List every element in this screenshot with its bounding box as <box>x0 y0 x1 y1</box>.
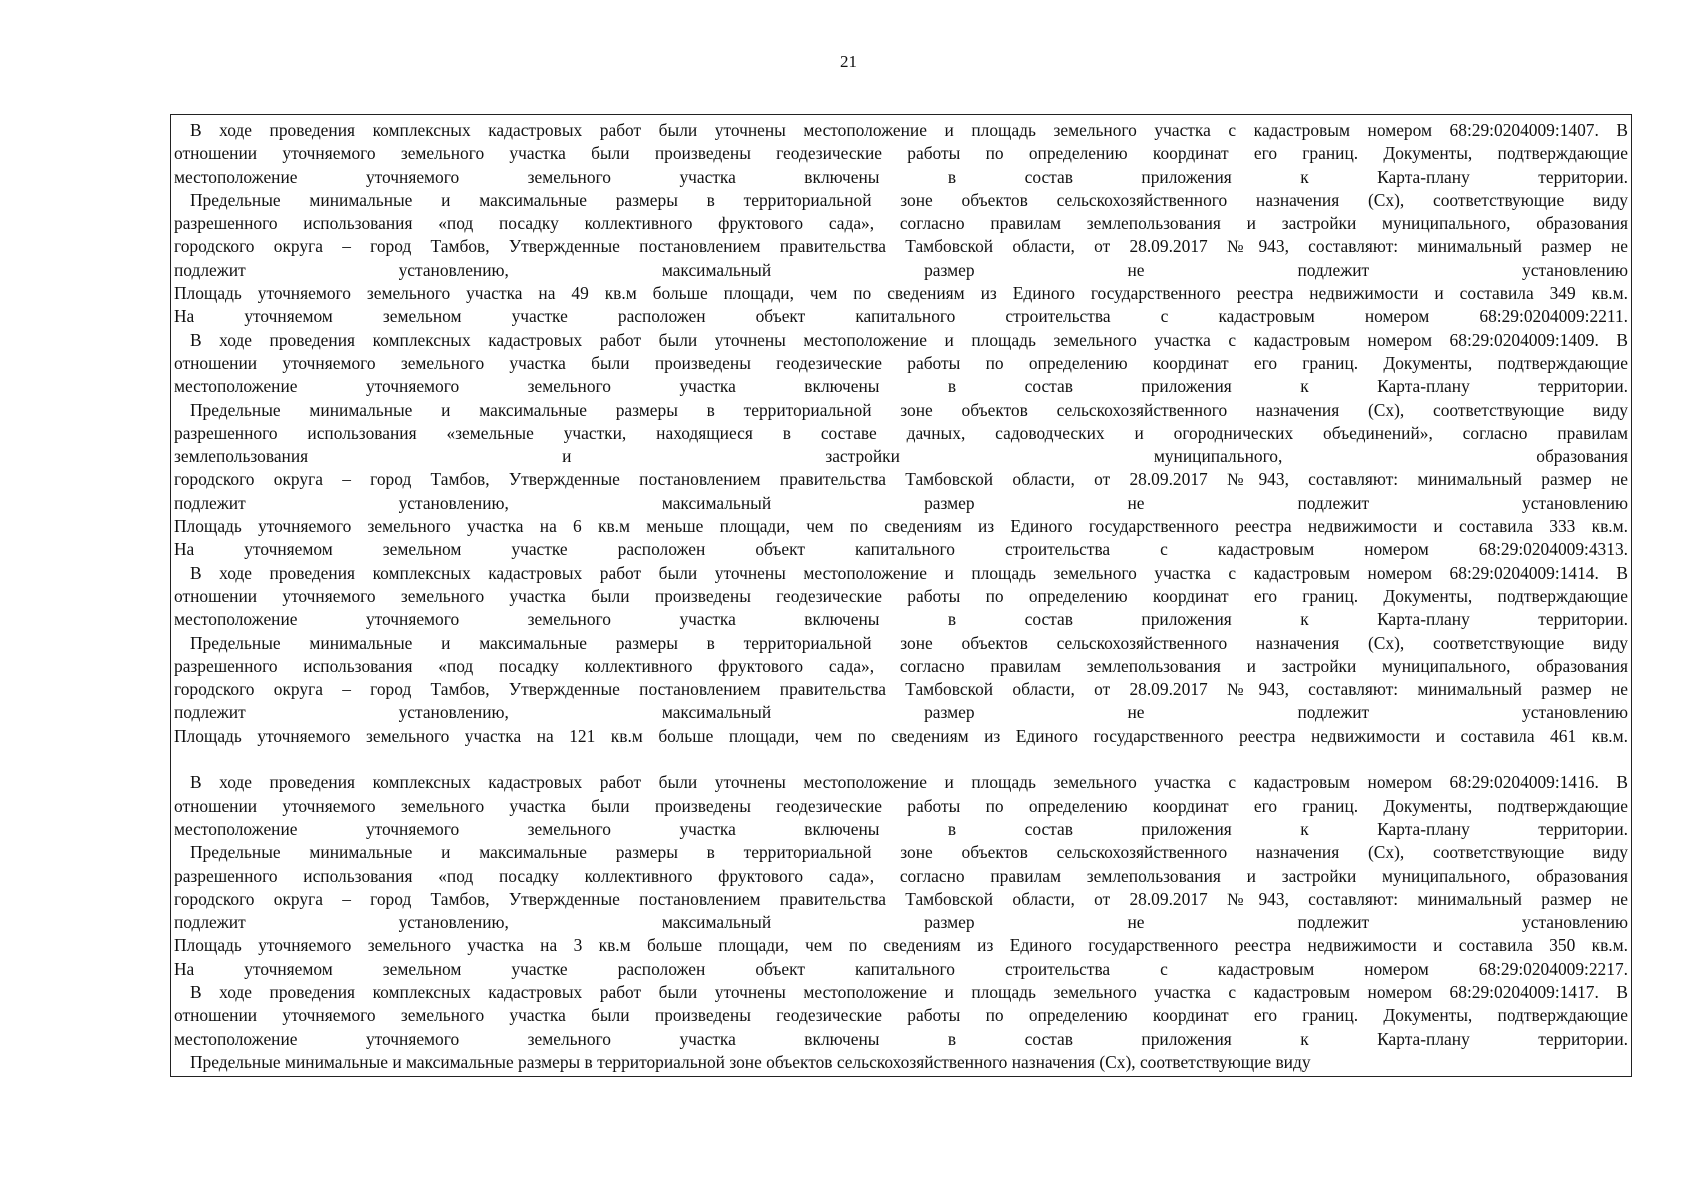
text-line: подлежит установлению, максимальный размер не подлежит установлению <box>174 702 1628 723</box>
text-line: В ходе проведения комплексных кадастровых работ были уточнены местоположение и площадь земельного участка с кадастровым номером 68:29:0204009:1409. В <box>190 329 1628 350</box>
text-line: На уточняемом земельном участке расположен объект капитального строительства с кадастровым номером 68:29:0204009:4313. <box>174 539 1628 560</box>
text-line: землепользования и застройки муниципального, образования <box>174 446 1628 467</box>
text-line: В ходе проведения комплексных кадастровых работ были уточнены местоположение и площадь земельного участка с кадастровым номером 68:29:0204009:1416. В <box>190 772 1628 793</box>
text-line: городского округа – город Тамбов, Утвержденные постановлением правительства Тамбовской области, от 28.09.2017 №943, составляют: минимальный размер не <box>174 888 1628 909</box>
blank-line <box>174 748 1628 771</box>
text-line: местоположение уточняемого земельного участка включены в состав приложения к Карта-плану территории. <box>174 376 1628 397</box>
text-line: Площадь уточняемого земельного участка на 121 кв.м больше площади, чем по сведениям из Единого государственного реестра недвижимости и составила 461 кв.м. <box>174 725 1628 746</box>
text-line: Предельные минимальные и максимальные размеры в территориальной зоне объектов сельскохозяйственного назначения (Сх), соответствующие виду <box>190 399 1628 420</box>
text-line: местоположение уточняемого земельного участка включены в состав приложения к Карта-плану территории. <box>174 1028 1628 1049</box>
text-line: городского округа – город Тамбов, Утвержденные постановлением правительства Тамбовской области, от 28.09.2017 №943, составляют: минимальный размер не <box>174 236 1628 257</box>
text-line: местоположение уточняемого земельного участка включены в состав приложения к Карта-плану территории. <box>174 166 1628 187</box>
text-frame <box>170 114 1632 1077</box>
text-line: отношении уточняемого земельного участка были произведены геодезические работы по определению координат его границ. Документы, подтверждающие <box>174 795 1628 816</box>
text-line: Предельные минимальные и максимальные размеры в территориальной зоне объектов сельскохозяйственного назначения (Сх), соответствующие виду <box>190 1051 1311 1072</box>
text-line: отношении уточняемого земельного участка были произведены геодезические работы по определению координат его границ. Документы, подтверждающие <box>174 143 1628 164</box>
text-line: местоположение уточняемого земельного участка включены в состав приложения к Карта-плану территории. <box>174 609 1628 630</box>
text-line: Площадь уточняемого земельного участка на 49 кв.м больше площади, чем по сведениям из Единого государственного реестра недвижимости и составила 349 кв.м. <box>174 283 1628 304</box>
text-line: городского округа – город Тамбов, Утвержденные постановлением правительства Тамбовской области, от 28.09.2017 №943, составляют: минимальный размер не <box>174 679 1628 700</box>
text-line: разрешенного использования «под посадку коллективного фруктового сада», согласно правилам землепользования и застройки муниципального, образования <box>174 655 1628 676</box>
text-line: местоположение уточняемого земельного участка включены в состав приложения к Карта-плану территории. <box>174 818 1628 839</box>
text-line: городского округа – город Тамбов, Утвержденные постановлением правительства Тамбовской области, от 28.09.2017 №943, составляют: минимальный размер не <box>174 469 1628 490</box>
text-line: разрешенного использования «земельные участки, находящиеся в составе дачных, садоводческих и огороднических объединений», согласно правилам <box>174 422 1628 443</box>
text-line: подлежит установлению, максимальный размер не подлежит установлению <box>174 259 1628 280</box>
text-line: В ходе проведения комплексных кадастровых работ были уточнены местоположение и площадь земельного участка с кадастровым номером 68:29:0204009:1407. В <box>190 120 1628 140</box>
text-line: отношении уточняемого земельного участка были произведены геодезические работы по определению координат его границ. Документы, подтверждающие <box>174 585 1628 606</box>
page-number: 21 <box>840 52 857 71</box>
text-line: разрешенного использования «под посадку коллективного фруктового сада», согласно правилам землепользования и застройки муниципального, образования <box>174 213 1628 234</box>
text-line: В ходе проведения комплексных кадастровых работ были уточнены местоположение и площадь земельного участка с кадастровым номером 68:29:0204009:1414. В <box>190 562 1628 583</box>
text-line: отношении уточняемого земельного участка были произведены геодезические работы по определению координат его границ. Документы, подтверждающие <box>174 352 1628 373</box>
text-line: разрешенного использования «под посадку коллективного фруктового сада», согласно правилам землепользования и застройки муниципального, образования <box>174 865 1628 886</box>
text-line: На уточняемом земельном участке расположен объект капитального строительства с кадастровым номером 68:29:0204009:2217. <box>174 958 1628 979</box>
text-line: подлежит установлению, максимальный размер не подлежит установлению <box>174 492 1628 513</box>
text-line: Предельные минимальные и максимальные размеры в территориальной зоне объектов сельскохозяйственного назначения (Сх), соответствующие виду <box>190 632 1628 653</box>
text-line: подлежит установлению, максимальный размер не подлежит установлению <box>174 912 1628 933</box>
text-line: В ходе проведения комплексных кадастровых работ были уточнены местоположение и площадь земельного участка с кадастровым номером 68:29:0204009:1417. В <box>190 981 1628 1002</box>
text-line: Площадь уточняемого земельного участка на 6 кв.м меньше площади, чем по сведениям из Единого государственного реестра недвижимости и составила 333 кв.м. <box>174 516 1628 537</box>
text-line: Предельные минимальные и максимальные размеры в территориальной зоне объектов сельскохозяйственного назначения (Сх), соответствующие виду <box>190 842 1628 863</box>
text-line: Предельные минимальные и максимальные размеры в территориальной зоне объектов сельскохозяйственного назначения (Сх), соответствующие виду <box>190 189 1628 210</box>
text-line: Площадь уточняемого земельного участка на 3 кв.м больше площади, чем по сведениям из Единого государственного реестра недвижимости и составила 350 кв.м. <box>174 935 1628 956</box>
text-line: отношении уточняемого земельного участка были произведены геодезические работы по определению координат его границ. Документы, подтверждающие <box>174 1005 1628 1026</box>
text-line: На уточняемом земельном участке расположен объект капитального строительства с кадастровым номером 68:29:0204009:2211. <box>174 306 1628 327</box>
